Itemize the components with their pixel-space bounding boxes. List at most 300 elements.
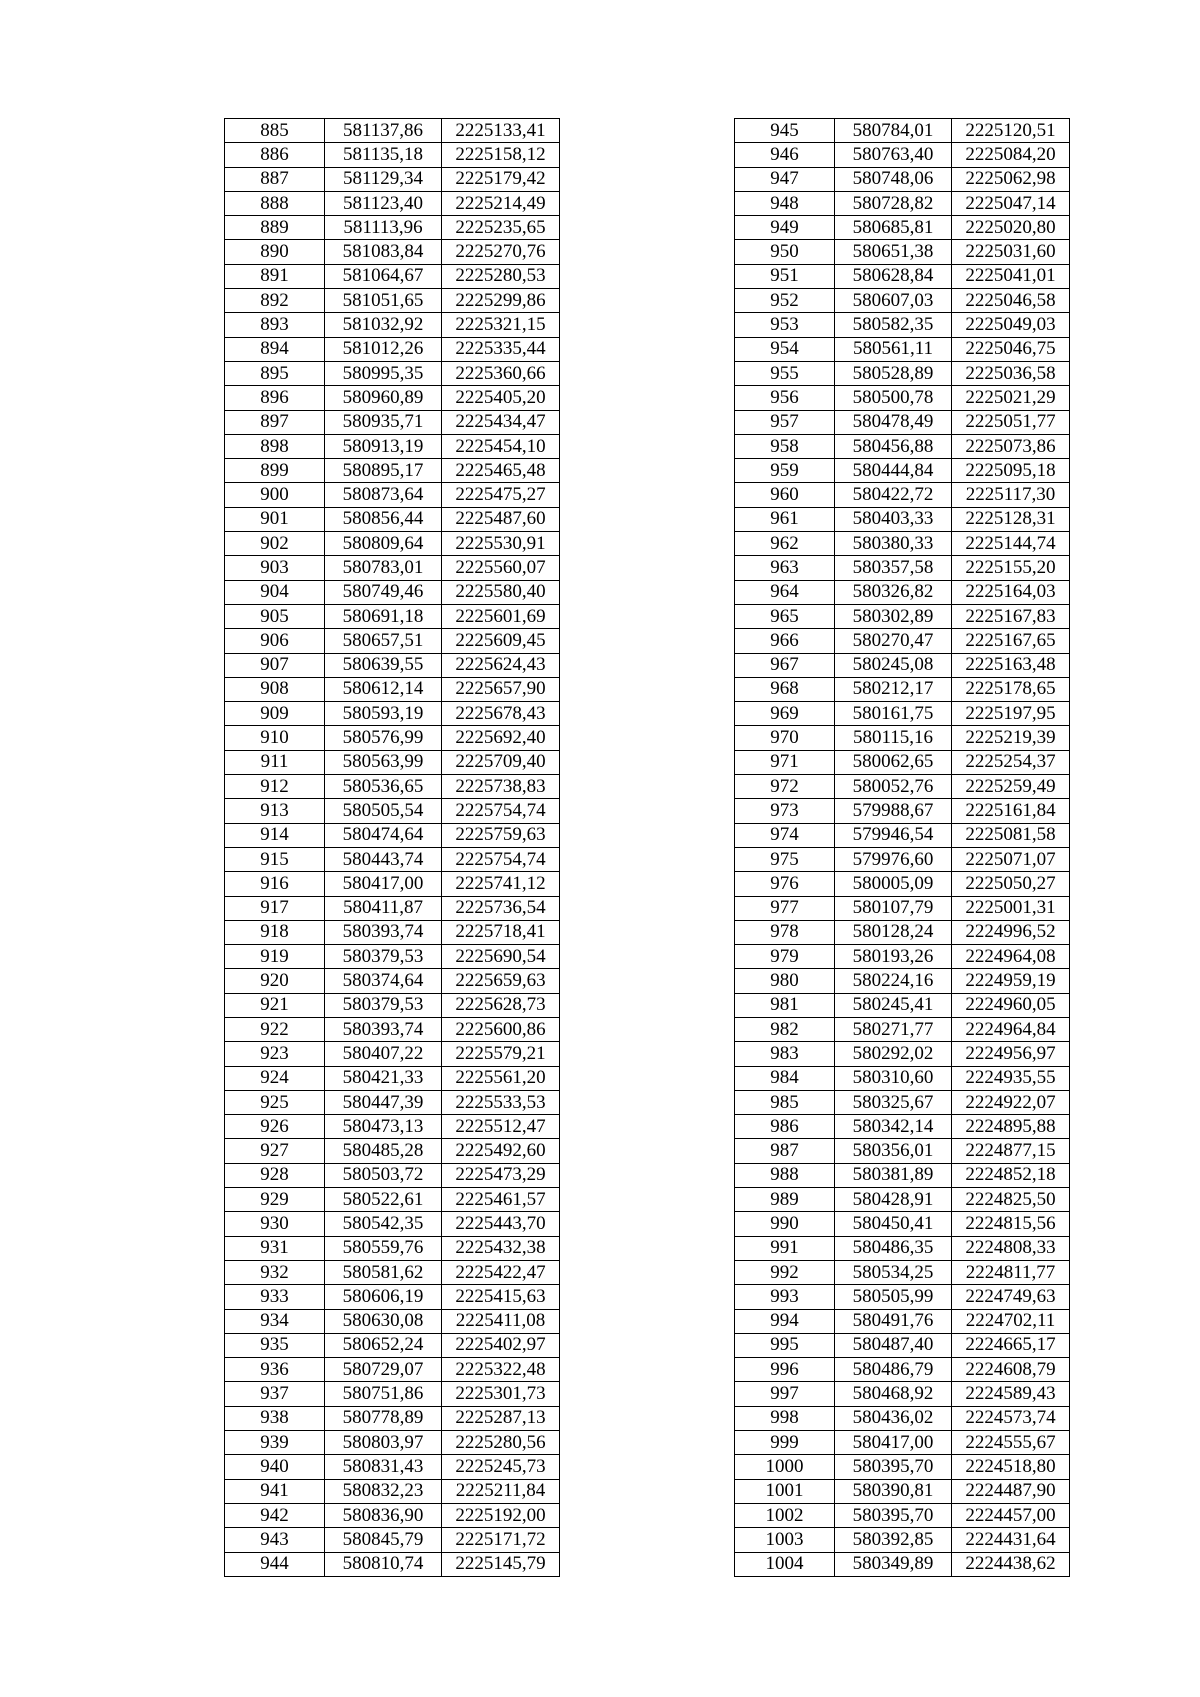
x-coordinate-cell: 580417,00 <box>835 1431 952 1455</box>
table-row <box>225 1115 560 1139</box>
y-coordinate-cell: 2224935,55 <box>952 1066 1070 1090</box>
x-coordinate-cell: 580468,92 <box>835 1382 952 1406</box>
point-number-cell: 950 <box>735 240 835 264</box>
point-number-cell: 981 <box>735 993 835 1017</box>
x-coordinate-cell: 580503,72 <box>325 1163 442 1187</box>
x-coordinate-cell: 580428,91 <box>835 1188 952 1212</box>
table-row <box>735 823 1070 847</box>
x-coordinate-cell: 580326,82 <box>835 580 952 604</box>
x-coordinate-cell: 580728,82 <box>835 191 952 215</box>
y-coordinate-cell: 2225561,20 <box>442 1066 560 1090</box>
point-number-cell: 945 <box>735 119 835 143</box>
table-row <box>225 1139 560 1163</box>
y-coordinate-cell: 2225001,31 <box>952 896 1070 920</box>
x-coordinate-cell: 580657,51 <box>325 629 442 653</box>
table-row <box>735 1455 1070 1479</box>
x-coordinate-cell: 580473,13 <box>325 1115 442 1139</box>
x-coordinate-cell: 580505,54 <box>325 799 442 823</box>
x-coordinate-cell: 580271,77 <box>835 1017 952 1041</box>
x-coordinate-cell: 580651,38 <box>835 240 952 264</box>
point-number-cell: 949 <box>735 216 835 240</box>
y-coordinate-cell: 2225609,45 <box>442 629 560 653</box>
y-coordinate-cell: 2225461,57 <box>442 1188 560 1212</box>
point-number-cell: 922 <box>225 1017 325 1041</box>
table-row <box>735 143 1070 167</box>
x-coordinate-cell: 580422,72 <box>835 483 952 507</box>
y-coordinate-cell: 2225657,90 <box>442 677 560 701</box>
table-row <box>735 1431 1070 1455</box>
table-row <box>225 143 560 167</box>
y-coordinate-cell: 2225487,60 <box>442 507 560 531</box>
table-row <box>225 1212 560 1236</box>
x-coordinate-cell: 580505,99 <box>835 1285 952 1309</box>
y-coordinate-cell: 2225322,48 <box>442 1358 560 1382</box>
point-number-cell: 999 <box>735 1431 835 1455</box>
table-row <box>225 410 560 434</box>
point-number-cell: 913 <box>225 799 325 823</box>
x-coordinate-cell: 580522,61 <box>325 1188 442 1212</box>
y-coordinate-cell: 2225178,65 <box>952 677 1070 701</box>
table-row <box>225 361 560 385</box>
y-coordinate-cell: 2225475,27 <box>442 483 560 507</box>
y-coordinate-cell: 2224956,97 <box>952 1042 1070 1066</box>
y-coordinate-cell: 2225301,73 <box>442 1382 560 1406</box>
x-coordinate-cell: 580995,35 <box>325 361 442 385</box>
y-coordinate-cell: 2225280,53 <box>442 264 560 288</box>
y-coordinate-cell: 2225405,20 <box>442 386 560 410</box>
x-coordinate-cell: 580856,44 <box>325 507 442 531</box>
point-number-cell: 937 <box>225 1382 325 1406</box>
y-coordinate-cell: 2225050,27 <box>952 872 1070 896</box>
table-row <box>735 604 1070 628</box>
x-coordinate-cell: 580606,19 <box>325 1285 442 1309</box>
y-coordinate-cell: 2225046,58 <box>952 289 1070 313</box>
table-row <box>735 556 1070 580</box>
table-row <box>225 1431 560 1455</box>
x-coordinate-cell: 581051,65 <box>325 289 442 313</box>
point-number-cell: 954 <box>735 337 835 361</box>
y-coordinate-cell: 2225659,63 <box>442 969 560 993</box>
x-coordinate-cell: 580486,35 <box>835 1236 952 1260</box>
point-number-cell: 956 <box>735 386 835 410</box>
table-row <box>735 1090 1070 1114</box>
y-coordinate-cell: 2224457,00 <box>952 1503 1070 1527</box>
point-number-cell: 911 <box>225 750 325 774</box>
x-coordinate-cell: 580417,00 <box>325 872 442 896</box>
table-row <box>225 775 560 799</box>
table-row <box>735 434 1070 458</box>
x-coordinate-cell: 580478,49 <box>835 410 952 434</box>
y-coordinate-cell: 2225754,74 <box>442 799 560 823</box>
y-coordinate-cell: 2225465,48 <box>442 459 560 483</box>
x-coordinate-cell: 580803,97 <box>325 1431 442 1455</box>
table-row <box>225 1017 560 1041</box>
y-coordinate-cell: 2225219,39 <box>952 726 1070 750</box>
y-coordinate-cell: 2225759,63 <box>442 823 560 847</box>
point-number-cell: 997 <box>735 1382 835 1406</box>
table-row <box>225 653 560 677</box>
x-coordinate-cell: 580559,76 <box>325 1236 442 1260</box>
x-coordinate-cell: 580381,89 <box>835 1163 952 1187</box>
table-row <box>225 119 560 143</box>
y-coordinate-cell: 2225197,95 <box>952 702 1070 726</box>
x-coordinate-cell: 580749,46 <box>325 580 442 604</box>
table-row <box>225 1163 560 1187</box>
table-row <box>735 1406 1070 1430</box>
x-coordinate-cell: 580639,55 <box>325 653 442 677</box>
x-coordinate-cell: 580784,01 <box>835 119 952 143</box>
table-row <box>225 1455 560 1479</box>
y-coordinate-cell: 2225163,48 <box>952 653 1070 677</box>
y-coordinate-cell: 2225073,86 <box>952 434 1070 458</box>
table-row <box>735 289 1070 313</box>
y-coordinate-cell: 2225473,29 <box>442 1163 560 1187</box>
y-coordinate-cell: 2224589,43 <box>952 1382 1070 1406</box>
table-row <box>225 920 560 944</box>
point-number-cell: 900 <box>225 483 325 507</box>
point-number-cell: 907 <box>225 653 325 677</box>
point-number-cell: 983 <box>735 1042 835 1066</box>
y-coordinate-cell: 2225167,83 <box>952 604 1070 628</box>
y-coordinate-cell: 2225084,20 <box>952 143 1070 167</box>
table-row <box>225 750 560 774</box>
y-coordinate-cell: 2225041,01 <box>952 264 1070 288</box>
x-coordinate-cell: 580486,79 <box>835 1358 952 1382</box>
x-coordinate-cell: 580062,65 <box>835 750 952 774</box>
x-coordinate-cell: 580292,02 <box>835 1042 952 1066</box>
point-number-cell: 933 <box>225 1285 325 1309</box>
y-coordinate-cell: 2225192,00 <box>442 1503 560 1527</box>
x-coordinate-cell: 580729,07 <box>325 1358 442 1382</box>
y-coordinate-cell: 2225259,49 <box>952 775 1070 799</box>
y-coordinate-cell: 2225718,41 <box>442 920 560 944</box>
x-coordinate-cell: 580474,64 <box>325 823 442 847</box>
y-coordinate-cell: 2225600,86 <box>442 1017 560 1041</box>
y-coordinate-cell: 2225081,58 <box>952 823 1070 847</box>
x-coordinate-cell: 580845,79 <box>325 1528 442 1552</box>
y-coordinate-cell: 2224487,90 <box>952 1479 1070 1503</box>
x-coordinate-cell: 580628,84 <box>835 264 952 288</box>
table-row <box>735 580 1070 604</box>
point-number-cell: 947 <box>735 167 835 191</box>
point-number-cell: 969 <box>735 702 835 726</box>
y-coordinate-cell: 2224960,05 <box>952 993 1070 1017</box>
point-number-cell: 943 <box>225 1528 325 1552</box>
y-coordinate-cell: 2225211,84 <box>442 1479 560 1503</box>
y-coordinate-cell: 2224665,17 <box>952 1333 1070 1357</box>
table-row <box>225 1358 560 1382</box>
point-number-cell: 994 <box>735 1309 835 1333</box>
point-number-cell: 992 <box>735 1260 835 1284</box>
y-coordinate-cell: 2224518,80 <box>952 1455 1070 1479</box>
table-row <box>735 532 1070 556</box>
coordinates-table-right <box>734 118 1070 1577</box>
table-row <box>735 483 1070 507</box>
table-row <box>225 1236 560 1260</box>
table-row <box>225 993 560 1017</box>
y-coordinate-cell: 2225736,54 <box>442 896 560 920</box>
y-coordinate-cell: 2225049,03 <box>952 313 1070 337</box>
x-coordinate-cell: 581032,92 <box>325 313 442 337</box>
point-number-cell: 948 <box>735 191 835 215</box>
x-coordinate-cell: 580407,22 <box>325 1042 442 1066</box>
table-row <box>225 872 560 896</box>
y-coordinate-cell: 2225299,86 <box>442 289 560 313</box>
table-row <box>735 1528 1070 1552</box>
y-coordinate-cell: 2225133,41 <box>442 119 560 143</box>
x-coordinate-cell: 580491,76 <box>835 1309 952 1333</box>
x-coordinate-cell: 580395,70 <box>835 1503 952 1527</box>
y-coordinate-cell: 2225270,76 <box>442 240 560 264</box>
x-coordinate-cell: 580873,64 <box>325 483 442 507</box>
y-coordinate-cell: 2225167,65 <box>952 629 1070 653</box>
point-number-cell: 910 <box>225 726 325 750</box>
point-number-cell: 916 <box>225 872 325 896</box>
x-coordinate-cell: 580393,74 <box>325 1017 442 1041</box>
point-number-cell: 951 <box>735 264 835 288</box>
point-number-cell: 890 <box>225 240 325 264</box>
table-row <box>225 459 560 483</box>
x-coordinate-cell: 580128,24 <box>835 920 952 944</box>
table-row <box>225 434 560 458</box>
y-coordinate-cell: 2225036,58 <box>952 361 1070 385</box>
point-number-cell: 926 <box>225 1115 325 1139</box>
table-row <box>225 167 560 191</box>
point-number-cell: 1004 <box>735 1552 835 1576</box>
point-number-cell: 931 <box>225 1236 325 1260</box>
x-coordinate-cell: 580960,89 <box>325 386 442 410</box>
x-coordinate-cell: 580832,23 <box>325 1479 442 1503</box>
x-coordinate-cell: 581012,26 <box>325 337 442 361</box>
y-coordinate-cell: 2225280,56 <box>442 1431 560 1455</box>
point-number-cell: 946 <box>735 143 835 167</box>
y-coordinate-cell: 2225164,03 <box>952 580 1070 604</box>
x-coordinate-cell: 580447,39 <box>325 1090 442 1114</box>
point-number-cell: 889 <box>225 216 325 240</box>
point-number-cell: 998 <box>735 1406 835 1430</box>
table-row <box>735 361 1070 385</box>
table-row <box>735 750 1070 774</box>
y-coordinate-cell: 2225071,07 <box>952 847 1070 871</box>
y-coordinate-cell: 2225741,12 <box>442 872 560 896</box>
y-coordinate-cell: 2225179,42 <box>442 167 560 191</box>
point-number-cell: 973 <box>735 799 835 823</box>
x-coordinate-cell: 580528,89 <box>835 361 952 385</box>
table-row <box>225 1090 560 1114</box>
table-row <box>225 313 560 337</box>
y-coordinate-cell: 2225415,63 <box>442 1285 560 1309</box>
x-coordinate-cell: 580193,26 <box>835 945 952 969</box>
table-row <box>225 1066 560 1090</box>
table-row <box>225 1333 560 1357</box>
point-number-cell: 894 <box>225 337 325 361</box>
table-row <box>225 240 560 264</box>
y-coordinate-cell: 2224431,64 <box>952 1528 1070 1552</box>
x-coordinate-cell: 580652,24 <box>325 1333 442 1357</box>
y-coordinate-cell: 2225214,49 <box>442 191 560 215</box>
point-number-cell: 914 <box>225 823 325 847</box>
y-coordinate-cell: 2225046,75 <box>952 337 1070 361</box>
x-coordinate-cell: 580607,03 <box>835 289 952 313</box>
point-number-cell: 885 <box>225 119 325 143</box>
x-coordinate-cell: 580115,16 <box>835 726 952 750</box>
x-coordinate-cell: 580436,02 <box>835 1406 952 1430</box>
y-coordinate-cell: 2224964,08 <box>952 945 1070 969</box>
y-coordinate-cell: 2225051,77 <box>952 410 1070 434</box>
y-coordinate-cell: 2225144,74 <box>952 532 1070 556</box>
point-number-cell: 970 <box>735 726 835 750</box>
y-coordinate-cell: 2225095,18 <box>952 459 1070 483</box>
x-coordinate-cell: 580630,08 <box>325 1309 442 1333</box>
x-coordinate-cell: 580421,33 <box>325 1066 442 1090</box>
x-coordinate-cell: 579988,67 <box>835 799 952 823</box>
x-coordinate-cell: 580561,11 <box>835 337 952 361</box>
point-number-cell: 1000 <box>735 1455 835 1479</box>
x-coordinate-cell: 581113,96 <box>325 216 442 240</box>
table-row <box>225 264 560 288</box>
point-number-cell: 985 <box>735 1090 835 1114</box>
table-row <box>735 726 1070 750</box>
x-coordinate-cell: 580576,99 <box>325 726 442 750</box>
y-coordinate-cell: 2224959,19 <box>952 969 1070 993</box>
table-row <box>735 240 1070 264</box>
point-number-cell: 989 <box>735 1188 835 1212</box>
x-coordinate-cell: 581129,34 <box>325 167 442 191</box>
point-number-cell: 940 <box>225 1455 325 1479</box>
x-coordinate-cell: 580224,16 <box>835 969 952 993</box>
y-coordinate-cell: 2225601,69 <box>442 604 560 628</box>
x-coordinate-cell: 580685,81 <box>835 216 952 240</box>
table-row <box>735 1503 1070 1527</box>
y-coordinate-cell: 2225402,97 <box>442 1333 560 1357</box>
y-coordinate-cell: 2225738,83 <box>442 775 560 799</box>
y-coordinate-cell: 2224573,74 <box>952 1406 1070 1430</box>
x-coordinate-cell: 580107,79 <box>835 896 952 920</box>
table-row <box>735 386 1070 410</box>
point-number-cell: 927 <box>225 1139 325 1163</box>
y-coordinate-cell: 2225709,40 <box>442 750 560 774</box>
table-row <box>225 556 560 580</box>
point-number-cell: 996 <box>735 1358 835 1382</box>
x-coordinate-cell: 580403,33 <box>835 507 952 531</box>
y-coordinate-cell: 2225020,80 <box>952 216 1070 240</box>
y-coordinate-cell: 2225047,14 <box>952 191 1070 215</box>
y-coordinate-cell: 2225158,12 <box>442 143 560 167</box>
table-row <box>735 410 1070 434</box>
table-row <box>225 1042 560 1066</box>
x-coordinate-cell: 581137,86 <box>325 119 442 143</box>
x-coordinate-cell: 580456,88 <box>835 434 952 458</box>
point-number-cell: 975 <box>735 847 835 871</box>
point-number-cell: 1003 <box>735 1528 835 1552</box>
point-number-cell: 990 <box>735 1212 835 1236</box>
table-row <box>225 483 560 507</box>
point-number-cell: 966 <box>735 629 835 653</box>
table-row <box>225 1188 560 1212</box>
y-coordinate-cell: 2225321,15 <box>442 313 560 337</box>
x-coordinate-cell: 580485,28 <box>325 1139 442 1163</box>
y-coordinate-cell: 2225411,08 <box>442 1309 560 1333</box>
table-row <box>735 1163 1070 1187</box>
x-coordinate-cell: 580778,89 <box>325 1406 442 1430</box>
y-coordinate-cell: 2224608,79 <box>952 1358 1070 1382</box>
point-number-cell: 959 <box>735 459 835 483</box>
point-number-cell: 957 <box>735 410 835 434</box>
point-number-cell: 942 <box>225 1503 325 1527</box>
table-row <box>735 1260 1070 1284</box>
x-coordinate-cell: 580342,14 <box>835 1115 952 1139</box>
x-coordinate-cell: 580763,40 <box>835 143 952 167</box>
point-number-cell: 963 <box>735 556 835 580</box>
table-row <box>225 1406 560 1430</box>
table-row <box>735 264 1070 288</box>
x-coordinate-cell: 580379,53 <box>325 945 442 969</box>
y-coordinate-cell: 2225062,98 <box>952 167 1070 191</box>
y-coordinate-cell: 2224808,33 <box>952 1236 1070 1260</box>
point-number-cell: 902 <box>225 532 325 556</box>
x-coordinate-cell: 580411,87 <box>325 896 442 920</box>
point-number-cell: 903 <box>225 556 325 580</box>
x-coordinate-cell: 580395,70 <box>835 1455 952 1479</box>
x-coordinate-cell: 580691,18 <box>325 604 442 628</box>
y-coordinate-cell: 2225690,54 <box>442 945 560 969</box>
point-number-cell: 977 <box>735 896 835 920</box>
point-number-cell: 986 <box>735 1115 835 1139</box>
table-row <box>225 726 560 750</box>
table-row <box>225 1382 560 1406</box>
point-number-cell: 958 <box>735 434 835 458</box>
point-number-cell: 962 <box>735 532 835 556</box>
y-coordinate-cell: 2224922,07 <box>952 1090 1070 1114</box>
point-number-cell: 960 <box>735 483 835 507</box>
x-coordinate-cell: 580581,62 <box>325 1260 442 1284</box>
table-row <box>735 920 1070 944</box>
table-row <box>735 191 1070 215</box>
table-row <box>225 1479 560 1503</box>
point-number-cell: 976 <box>735 872 835 896</box>
x-coordinate-cell: 580536,65 <box>325 775 442 799</box>
table-row <box>735 1042 1070 1066</box>
x-coordinate-cell: 580831,43 <box>325 1455 442 1479</box>
y-coordinate-cell: 2224877,15 <box>952 1139 1070 1163</box>
x-coordinate-cell: 580245,08 <box>835 653 952 677</box>
y-coordinate-cell: 2225031,60 <box>952 240 1070 264</box>
x-coordinate-cell: 580935,71 <box>325 410 442 434</box>
x-coordinate-cell: 580325,67 <box>835 1090 952 1114</box>
y-coordinate-cell: 2225335,44 <box>442 337 560 361</box>
y-coordinate-cell: 2225512,47 <box>442 1115 560 1139</box>
x-coordinate-cell: 581135,18 <box>325 143 442 167</box>
x-coordinate-cell: 579976,60 <box>835 847 952 871</box>
y-coordinate-cell: 2224555,67 <box>952 1431 1070 1455</box>
x-coordinate-cell: 580379,53 <box>325 993 442 1017</box>
table-row <box>735 799 1070 823</box>
point-number-cell: 901 <box>225 507 325 531</box>
table-row <box>735 775 1070 799</box>
point-number-cell: 908 <box>225 677 325 701</box>
table-row <box>735 1479 1070 1503</box>
table-row <box>225 532 560 556</box>
x-coordinate-cell: 580310,60 <box>835 1066 952 1090</box>
x-coordinate-cell: 580357,58 <box>835 556 952 580</box>
point-number-cell: 893 <box>225 313 325 337</box>
x-coordinate-cell: 581064,67 <box>325 264 442 288</box>
table-row <box>735 1333 1070 1357</box>
y-coordinate-cell: 2224852,18 <box>952 1163 1070 1187</box>
x-coordinate-cell: 580751,86 <box>325 1382 442 1406</box>
y-coordinate-cell: 2224964,84 <box>952 1017 1070 1041</box>
point-number-cell: 965 <box>735 604 835 628</box>
